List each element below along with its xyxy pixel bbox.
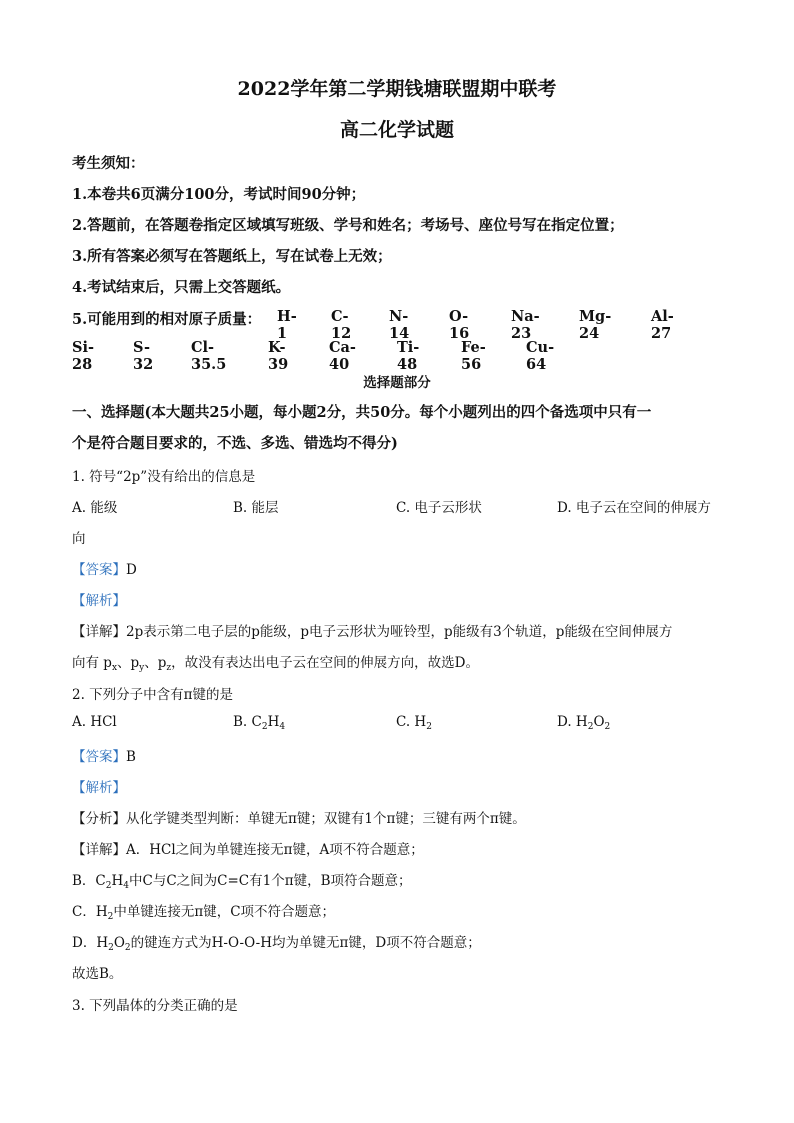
question-3-stem: 3. 下列晶体的分类正确的是 (72, 998, 238, 1014)
subscript: 4 (279, 722, 286, 732)
notice-item-2: 2.答题前，在答题卷指定区域填写班级、学号和姓名；考场号、座位号写在指定位置； (72, 217, 624, 234)
question-2-option-d (557, 714, 610, 732)
question-2-analysis-tag: 【解析】 (72, 780, 126, 796)
atomic-mass: Mg-24 (579, 308, 612, 342)
fenxi-text: 从化学键类型判断：单键无π键；双键有1个π键；三键有两个π键。 (126, 811, 526, 827)
atomic-mass: Ti-48 (397, 339, 420, 373)
atomic-mass: Na-23 (511, 308, 540, 342)
detail-tag: 【详解】 (72, 842, 126, 858)
subscript: 2 (604, 722, 611, 732)
notice-item-5-label: 5.可能用到的相对原子质量： (72, 311, 262, 328)
answer-tag: 【答案】 (72, 562, 126, 578)
exam-subtitle: 高二化学试题 (339, 119, 454, 141)
question-2-option-c (396, 714, 432, 732)
detail-text: 2p表示第二电子层的p能级，p电子云形状为哑铃型，p能级有3个轨道，p能级在空间伸展方 (126, 624, 673, 640)
detail-text: 、p (144, 655, 167, 671)
answer-tag: 【答案】 (72, 749, 126, 765)
detail-text: C．H (72, 904, 108, 920)
question-1-detail-line-1 (72, 620, 722, 640)
question-1-option-d: D. 电子云在空间的伸展方 (557, 500, 711, 516)
subscript: 2 (108, 943, 114, 953)
question-2-stem: 2. 下列分子中含有π键的是 (72, 687, 234, 703)
subscript: x (111, 663, 118, 673)
option-text: C. H (396, 714, 427, 730)
notice-item-3: 3.所有答案必须写在答题纸上，写在试卷上无效； (72, 248, 392, 265)
question-1-option-a: A. 能级 (72, 500, 118, 516)
detail-tag: 【详解】 (72, 624, 126, 640)
option-text: D. H (557, 714, 588, 730)
question-1-option-b: B. 能层 (233, 500, 279, 516)
detail-text: O (113, 935, 125, 951)
section-heading-line-2: 个是符合题目要求的，不选、多选、错选均不得分) (72, 435, 398, 452)
detail-text: 、p (117, 655, 140, 671)
question-1-option-d-continued: 向 (72, 531, 86, 547)
subscript: 2 (124, 943, 131, 953)
question-2-detail-d (72, 931, 722, 953)
subscript: 2 (426, 722, 432, 732)
notice-item-1: 1.本卷共6页满分100分，考试时间90分钟； (72, 186, 366, 203)
notice-heading: 考生须知： (72, 155, 145, 172)
atomic-mass: Si-28 (72, 339, 94, 373)
detail-text: 向有 p (72, 655, 112, 671)
question-1-answer (72, 558, 722, 578)
subscript: 2 (261, 722, 268, 732)
question-2-detail-b (72, 869, 722, 891)
question-1-stem: 1. 符号“2p”没有给出的信息是 (72, 469, 256, 485)
question-2-option-a: A. HCl (72, 714, 117, 730)
detail-text: B．C (72, 873, 106, 889)
atomic-mass: S-32 (133, 339, 154, 373)
subscript: 2 (107, 912, 114, 922)
detail-text: A．HCl之间为单键连接无π键，A项不符合题意； (126, 842, 424, 858)
detail-text: 中单键连接无π键，C项不符合题意； (113, 904, 336, 920)
atomic-mass: Ca-40 (329, 339, 356, 373)
subscript: y (139, 663, 145, 673)
section-title: 选择题部分 (363, 375, 431, 391)
detail-text: ，故没有表达出电子云在空间的伸展方向，故选D。 (171, 655, 479, 671)
question-2-option-b (233, 714, 285, 732)
detail-text: 的键连方式为H-O-O-H均为单键无π键，D项不符合题意； (130, 935, 481, 951)
detail-text: H (111, 873, 124, 889)
answer-value: D (126, 562, 137, 578)
subscript: z (166, 663, 172, 673)
atomic-mass: K-39 (268, 339, 289, 373)
section-heading-line-1: 一、选择题(本大题共25小题，每小题2分，共50分。每个小题列出的四个备选项中只有一 (72, 404, 652, 421)
question-1-analysis-tag: 【解析】 (72, 593, 126, 609)
atomic-mass: Al-27 (651, 308, 674, 342)
question-1-option-c: C. 电子云形状 (396, 500, 482, 516)
atomic-mass: Cl-35.5 (191, 339, 227, 373)
atomic-mass: Fe-56 (461, 339, 486, 373)
question-2-detail-c (72, 900, 722, 922)
option-text: H (267, 714, 280, 730)
question-2-conclusion: 故选B。 (72, 966, 123, 982)
atomic-mass: Cu-64 (526, 339, 555, 373)
question-1-detail-line-2 (72, 651, 722, 673)
notice-item-4: 4.考试结束后，只需上交答题纸。 (72, 279, 291, 296)
option-text: B. C (233, 714, 262, 730)
answer-value: B (126, 749, 136, 765)
fenxi-tag: 【分析】 (72, 811, 126, 827)
atomic-mass: C-12 (331, 308, 352, 342)
subscript: 2 (587, 722, 594, 732)
exam-title: 2022学年第二学期钱塘联盟期中联考 (237, 78, 557, 100)
subscript: 4 (123, 881, 129, 891)
detail-text: 中C与C之间为C=C有1个π键，B项符合题意； (129, 873, 412, 889)
detail-text: D．H (72, 935, 109, 951)
atomic-mass: H-1 (277, 308, 297, 342)
atomic-mass: N-14 (389, 308, 410, 342)
option-text: O (593, 714, 605, 730)
question-2-detail-a (72, 838, 722, 858)
question-2-fenxi (72, 807, 722, 827)
question-2-answer (72, 745, 722, 765)
subscript: 2 (105, 881, 112, 891)
atomic-mass: O-16 (449, 308, 470, 342)
